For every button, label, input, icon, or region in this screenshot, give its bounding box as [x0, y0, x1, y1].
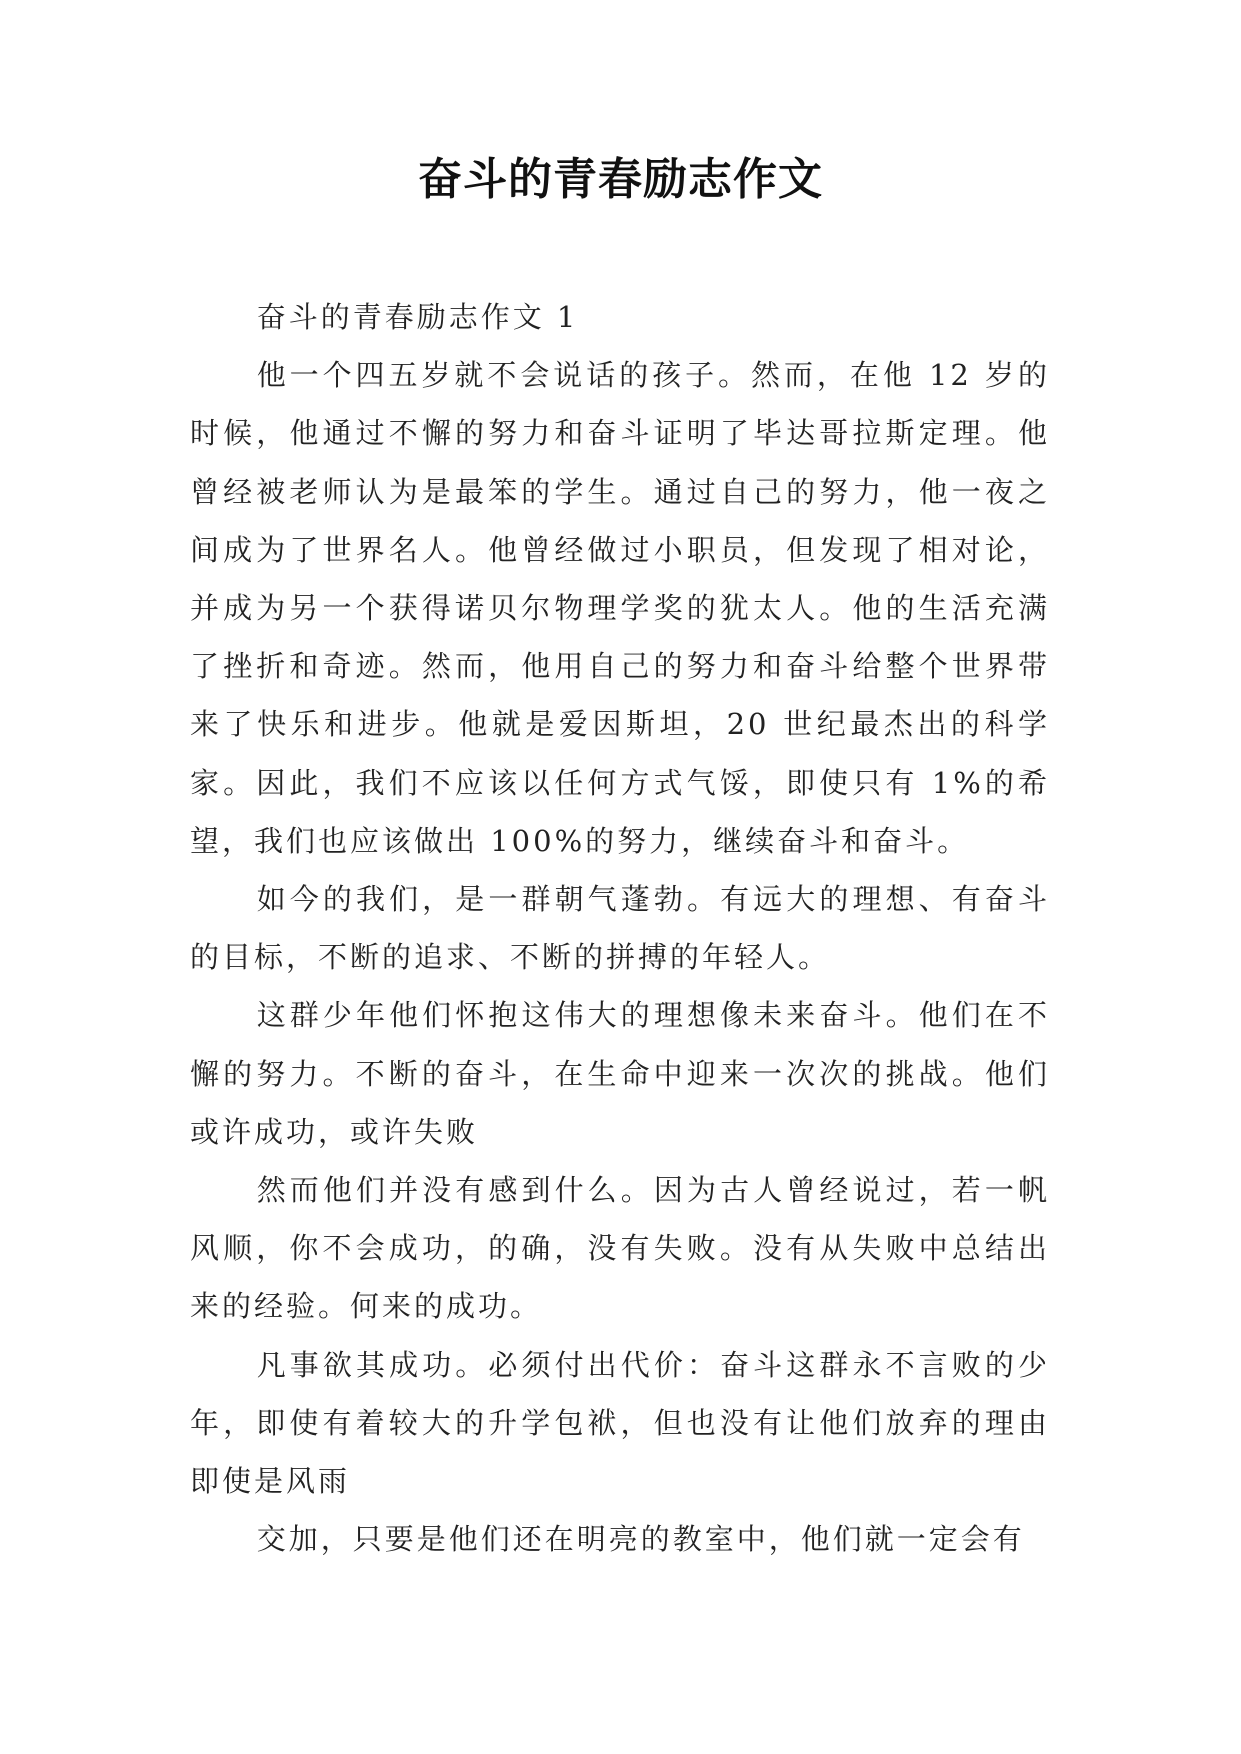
paragraph-ideals: 这群少年他们怀抱这伟大的理想像未来奋斗。他们在不懈的努力。不断的奋斗，在生命中迎来一次次的挑战。他们或许成功，或许失败 [190, 998, 1050, 1149]
paragraph-einstein: 他一个四五岁就不会说话的孩子。然而，在他 12 岁的时候，他通过不懈的努力和奋斗证明了毕达哥拉斯定理。他曾经被老师认为是最笨的学生。通过自己的努力，他一夜之间成为了世界名人。他曾经做过小职员，但发现了相对论，并成为另一个获得诺贝尔物理学奖的犹太人。他的生活充满了挫折和奇迹。然而，他用自己的努力和奋斗给整个世界带来了快乐和进步。他就是爱因斯坦，20 世纪最杰出的科学家。因此，我们不应该以任何方式气馁，即使只有 1%的希望，我们也应该做出 100%的努力，继续奋斗和奋斗。 [190, 358, 1050, 858]
paragraph-price: 凡事欲其成功。必须付出代价：奋斗这群永不言败的少年，即使有着较大的升学包袱，但也没有让他们放弃的理由即使是风雨 [190, 1347, 1050, 1499]
document-body [190, 288, 1050, 1568]
paragraph-subtitle: 奋斗的青春励志作文 1 [256, 300, 579, 334]
paragraph-failure: 然而他们并没有感到什么。因为古人曾经说过，若一帆风顺，你不会成功，的确，没有失败。没有从失败中总结出来的经验。何来的成功。 [190, 1173, 1050, 1324]
document-title: 奋斗的青春励志作文 [418, 154, 823, 205]
paragraph-youth: 如今的我们，是一群朝气蓬勃。有远大的理想、有奋斗的目标，不断的追求、不断的拼搏的年轻人。 [190, 882, 1050, 975]
paragraph-classroom: 交加，只要是他们还在明亮的教室中，他们就一定会有 [256, 1522, 1025, 1557]
